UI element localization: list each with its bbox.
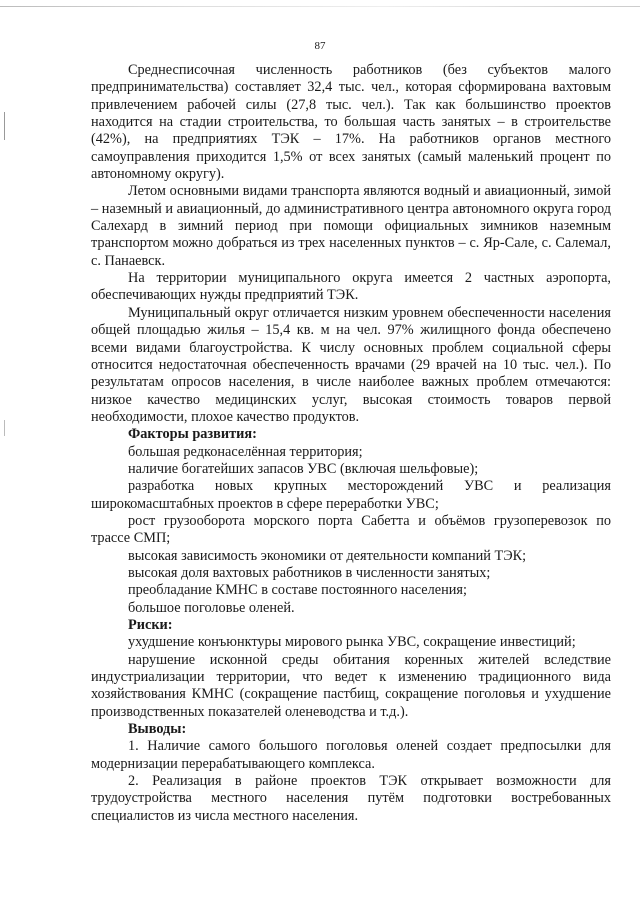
risk-item: ухудшение конъюнктуры мирового рынка УВС, сокращение инвестиций; <box>128 634 576 651</box>
document-body <box>91 62 611 825</box>
factor-item: высокая доля вахтовых работников в численности занятых; <box>128 564 491 581</box>
paragraph-transport: Летом основными видами транспорта являются водный и авиационный, зимой – наземный и авиационный, до административного центра автономного округа город Салехард в зимний период при помощи официальных зимников наземным транспортом можно добраться из трех населенных пунктов – с. Яр-Сале, с. Салемал, с. Панаевск. <box>91 183 611 269</box>
paragraph-social: Муниципальный округ отличается низким уровнем обеспеченности населения общей площадью жилья – 15,4 кв. м на чел. 97% жилищного фонда обеспечено всеми видами благоустройства. К числу основных проблем социальной сферы относится недостаточная обеспеченность врачами (29 врачей на 10 тыс. чел.). По результатам опросов населения, в числе наиболее важных проблем отмечаются: низкое качество медицинских услуг, высокая стоимость товаров первой необходимости, плохое качество продуктов. <box>91 304 611 425</box>
risks-heading: Риски: <box>128 617 173 633</box>
factor-item: большое поголовье оленей. <box>128 599 295 616</box>
factor-item: наличие богатейших запасов УВС (включая шельфовые); <box>128 460 479 477</box>
factor-item: разработка новых крупных месторождений УВС и реализация широкомасштабных проектов в сфере переработки УВС; <box>91 478 611 512</box>
page-number: 87 <box>314 40 326 52</box>
factor-item: рост грузооборота морского порта Сабетта и объёмов грузоперевозок по трассе СМП; <box>91 512 611 547</box>
conclusion-item: 1. Наличие самого большого поголовья оленей создает предпосылки для модернизации перерабатывающего комплекса. <box>91 738 611 772</box>
conclusion-item: 2. Реализация в районе проектов ТЭК открывает возможности для трудоустройства местного населения путём подготовки востребованных специалистов из числа местного населения. <box>91 773 611 824</box>
scan-edge-top <box>0 6 640 7</box>
scan-edge-left-lower <box>4 420 5 436</box>
paragraph-airports: На территории муниципального округа имеется 2 частных аэропорта, обеспечивающих нужды предприятий ТЭК. <box>91 270 611 304</box>
risk-item: нарушение исконной среды обитания коренных жителей вследствие индустриализации территории, что ведет к изменению традиционного вида хозяйствования КМНС (сокращение пастбищ, сокращение поголовья и ухудшение производственных показателей оленеводства и т.д.). <box>91 651 611 720</box>
conclusions-heading: Выводы: <box>128 721 187 738</box>
factor-item: большая редконаселённая территория; <box>128 443 363 460</box>
scan-edge-left <box>4 112 5 140</box>
factors-heading: Факторы развития: <box>128 426 257 443</box>
paragraph-employment: Среднесписочная численность работников (без субъектов малого предпринимательства) составляет 32,4 тыс. чел., которая сформирована вахтовым привлечением рабочей силы (27,8 тыс. чел.). Так как большинство проектов находится на стадии строительства, то большая часть занятых – в строительстве (42%), на предприятиях ТЭК – 17%. На работников органов местного самоуправления приходится 1,5% от всех занятых (самый маленький процент по автономному округу). <box>91 62 611 183</box>
factor-item: преобладание КМНС в составе постоянного населения; <box>128 582 467 599</box>
factor-item: высокая зависимость экономики от деятельности компаний ТЭК; <box>128 547 527 564</box>
